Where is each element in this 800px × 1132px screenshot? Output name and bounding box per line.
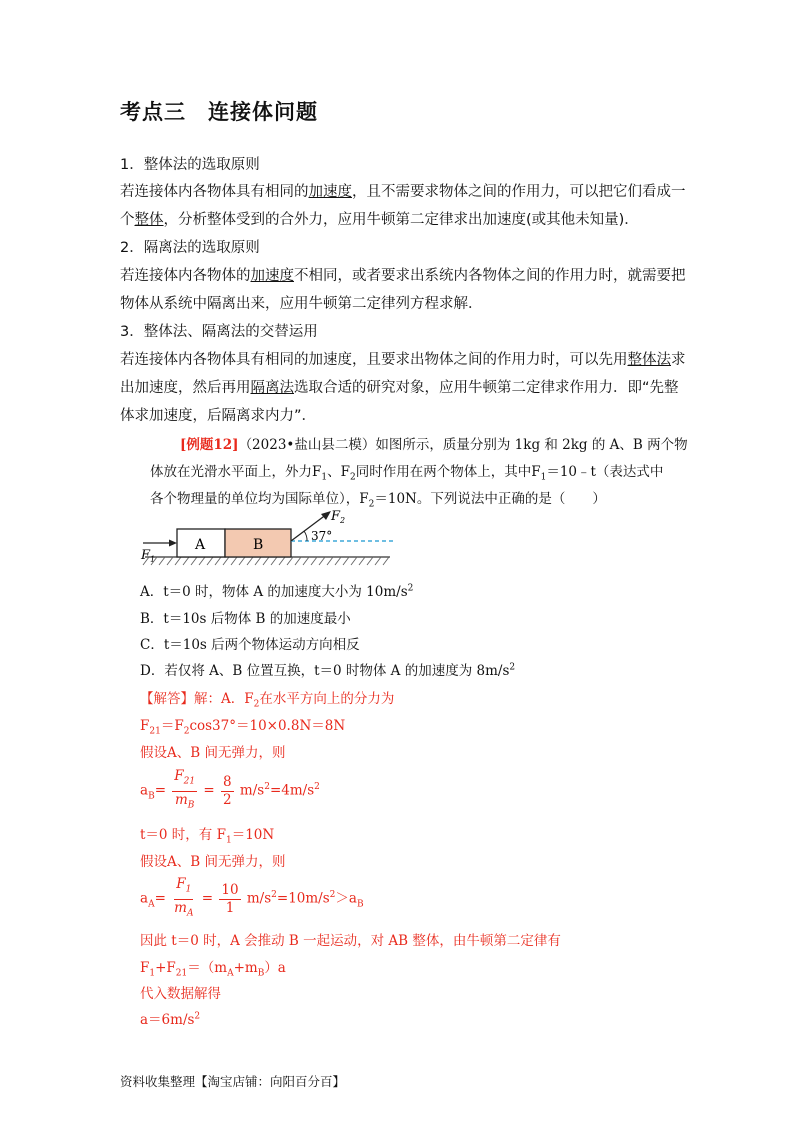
example-line1: [例题12]（2023•盐山县二模）如图所示，质量分别为 1kg 和 2kg 的 A、B 两个物: [180, 437, 688, 453]
force-f2-label: $F_2$: [331, 509, 346, 525]
block-a-label: A: [195, 537, 206, 553]
solution-line1: 【解答】解：A．$F_2$在水平方向上的分力为: [140, 691, 395, 710]
ground-hatching: [143, 557, 389, 565]
fraction-f21-over-mb: $\frac{F_{21}}{m_B}$: [174, 768, 196, 811]
angle-arc: [304, 531, 307, 541]
option-b: B．t＝10s 后物体 B 的加速度最小: [140, 611, 351, 627]
solution-line6: 假设A、B 间无弹力，则: [140, 854, 286, 870]
force-f2-arrowhead: [321, 511, 331, 520]
section2-line1: 若连接体内各物体的加速度不相同，或者要求出系统内各物体之间的作用力时，就需要把: [120, 268, 686, 284]
force-diagram: [135, 505, 400, 573]
section1-line1: 若连接体内各物体具有相同的加速度，且不需要求物体之间的作用力，可以把它们看成一: [120, 184, 686, 200]
page-footer: 资料收集整理【淘宝店铺：向阳百分百】: [120, 1074, 346, 1089]
angle-label: 37°: [311, 529, 333, 543]
section3-line1: 若连接体内各物体具有相同的加速度，且要求出物体之间的作用力时，可以先用整体法求: [120, 352, 686, 368]
solution-line10: 代入数据解得: [140, 986, 221, 1002]
fraction-f1-over-ma: $\frac{F_1}{m_A}$: [174, 876, 194, 919]
force-f1-arrowhead: [169, 540, 177, 547]
fraction-8-over-2: $\frac{8}{2}$: [223, 773, 232, 808]
solution-line9: $F_1+F_{21}=(m_A+m_B)a$: [140, 960, 286, 979]
solution-equation2: $a_A=$ $\frac{F_1}{m_A}$ = $\frac{10}{1}$ $m/s^2=10m/s^2>a_B$: [140, 876, 364, 922]
option-d: D．若仅将 A、B 位置互换，t＝0 时物体 A 的加速度为 $8m/s^2$: [140, 662, 516, 679]
section2-line2: 物体从系统中隔离出来，应用牛顿第二定律列方程求解．: [120, 296, 483, 312]
solution-line8: 因此 t＝0 时，A 会推动 B 一起运动，对 AB 整体，由牛顿第二定律有: [140, 933, 561, 949]
section2-heading: 2．隔离法的选取原则: [120, 240, 260, 256]
option-c: C．t＝10s 后两个物体运动方向相反: [140, 637, 360, 653]
section1-heading: 1．整体法的选取原则: [120, 157, 260, 173]
solution-line11: $a=6m/s^2$: [140, 1011, 201, 1028]
section3-heading: 3．整体法、隔离法的交替运用: [120, 324, 318, 340]
solution-line5: t＝0 时，有 $F_1=10N$: [140, 827, 275, 846]
example-tag: [例题12]: [180, 437, 239, 453]
block-b-label: B: [253, 537, 264, 553]
option-a: A．t＝0 时，物体 A 的加速度大小为 $10m/s^2$: [140, 583, 414, 600]
section3-line3: 体求加速度，后隔离求内力”．: [120, 408, 317, 424]
section3-line2: 出加速度，然后再用隔离法选取合适的研究对象，应用牛顿第二定律求作用力．即“先整: [120, 380, 679, 396]
example-line2: 体放在光滑水平面上，外力$F_1$、$F_2$同时作用在两个物体上，其中$F_1=10﹣t$（表达式中: [150, 464, 664, 483]
solution-line3: 假设A、B 间无弹力，则: [140, 745, 286, 761]
force-f1-label: $F_1$: [141, 548, 156, 564]
fraction-10-over-1: $\frac{10}{1}$: [221, 881, 239, 916]
page-title: 考点三 连接体问题: [120, 100, 318, 124]
solution-equation1: $a_B=$ $\frac{F_{21}}{m_B}$ = $\frac{8}{2}$ $m/s^2=4m/s^2$: [140, 768, 320, 814]
example-line3: 各个物理量的单位均为国际单位），$F_2=10N$。下列说法中正确的是（ ）: [150, 491, 606, 510]
solution-line2: $F_{21}=F_2\cos 37^\circ=10\times 0.8N=8N$: [140, 718, 346, 737]
section1-line2: 个整体，分析整体受到的合外力，应用牛顿第二定律求出加速度(或其他未知量)．: [120, 212, 639, 228]
